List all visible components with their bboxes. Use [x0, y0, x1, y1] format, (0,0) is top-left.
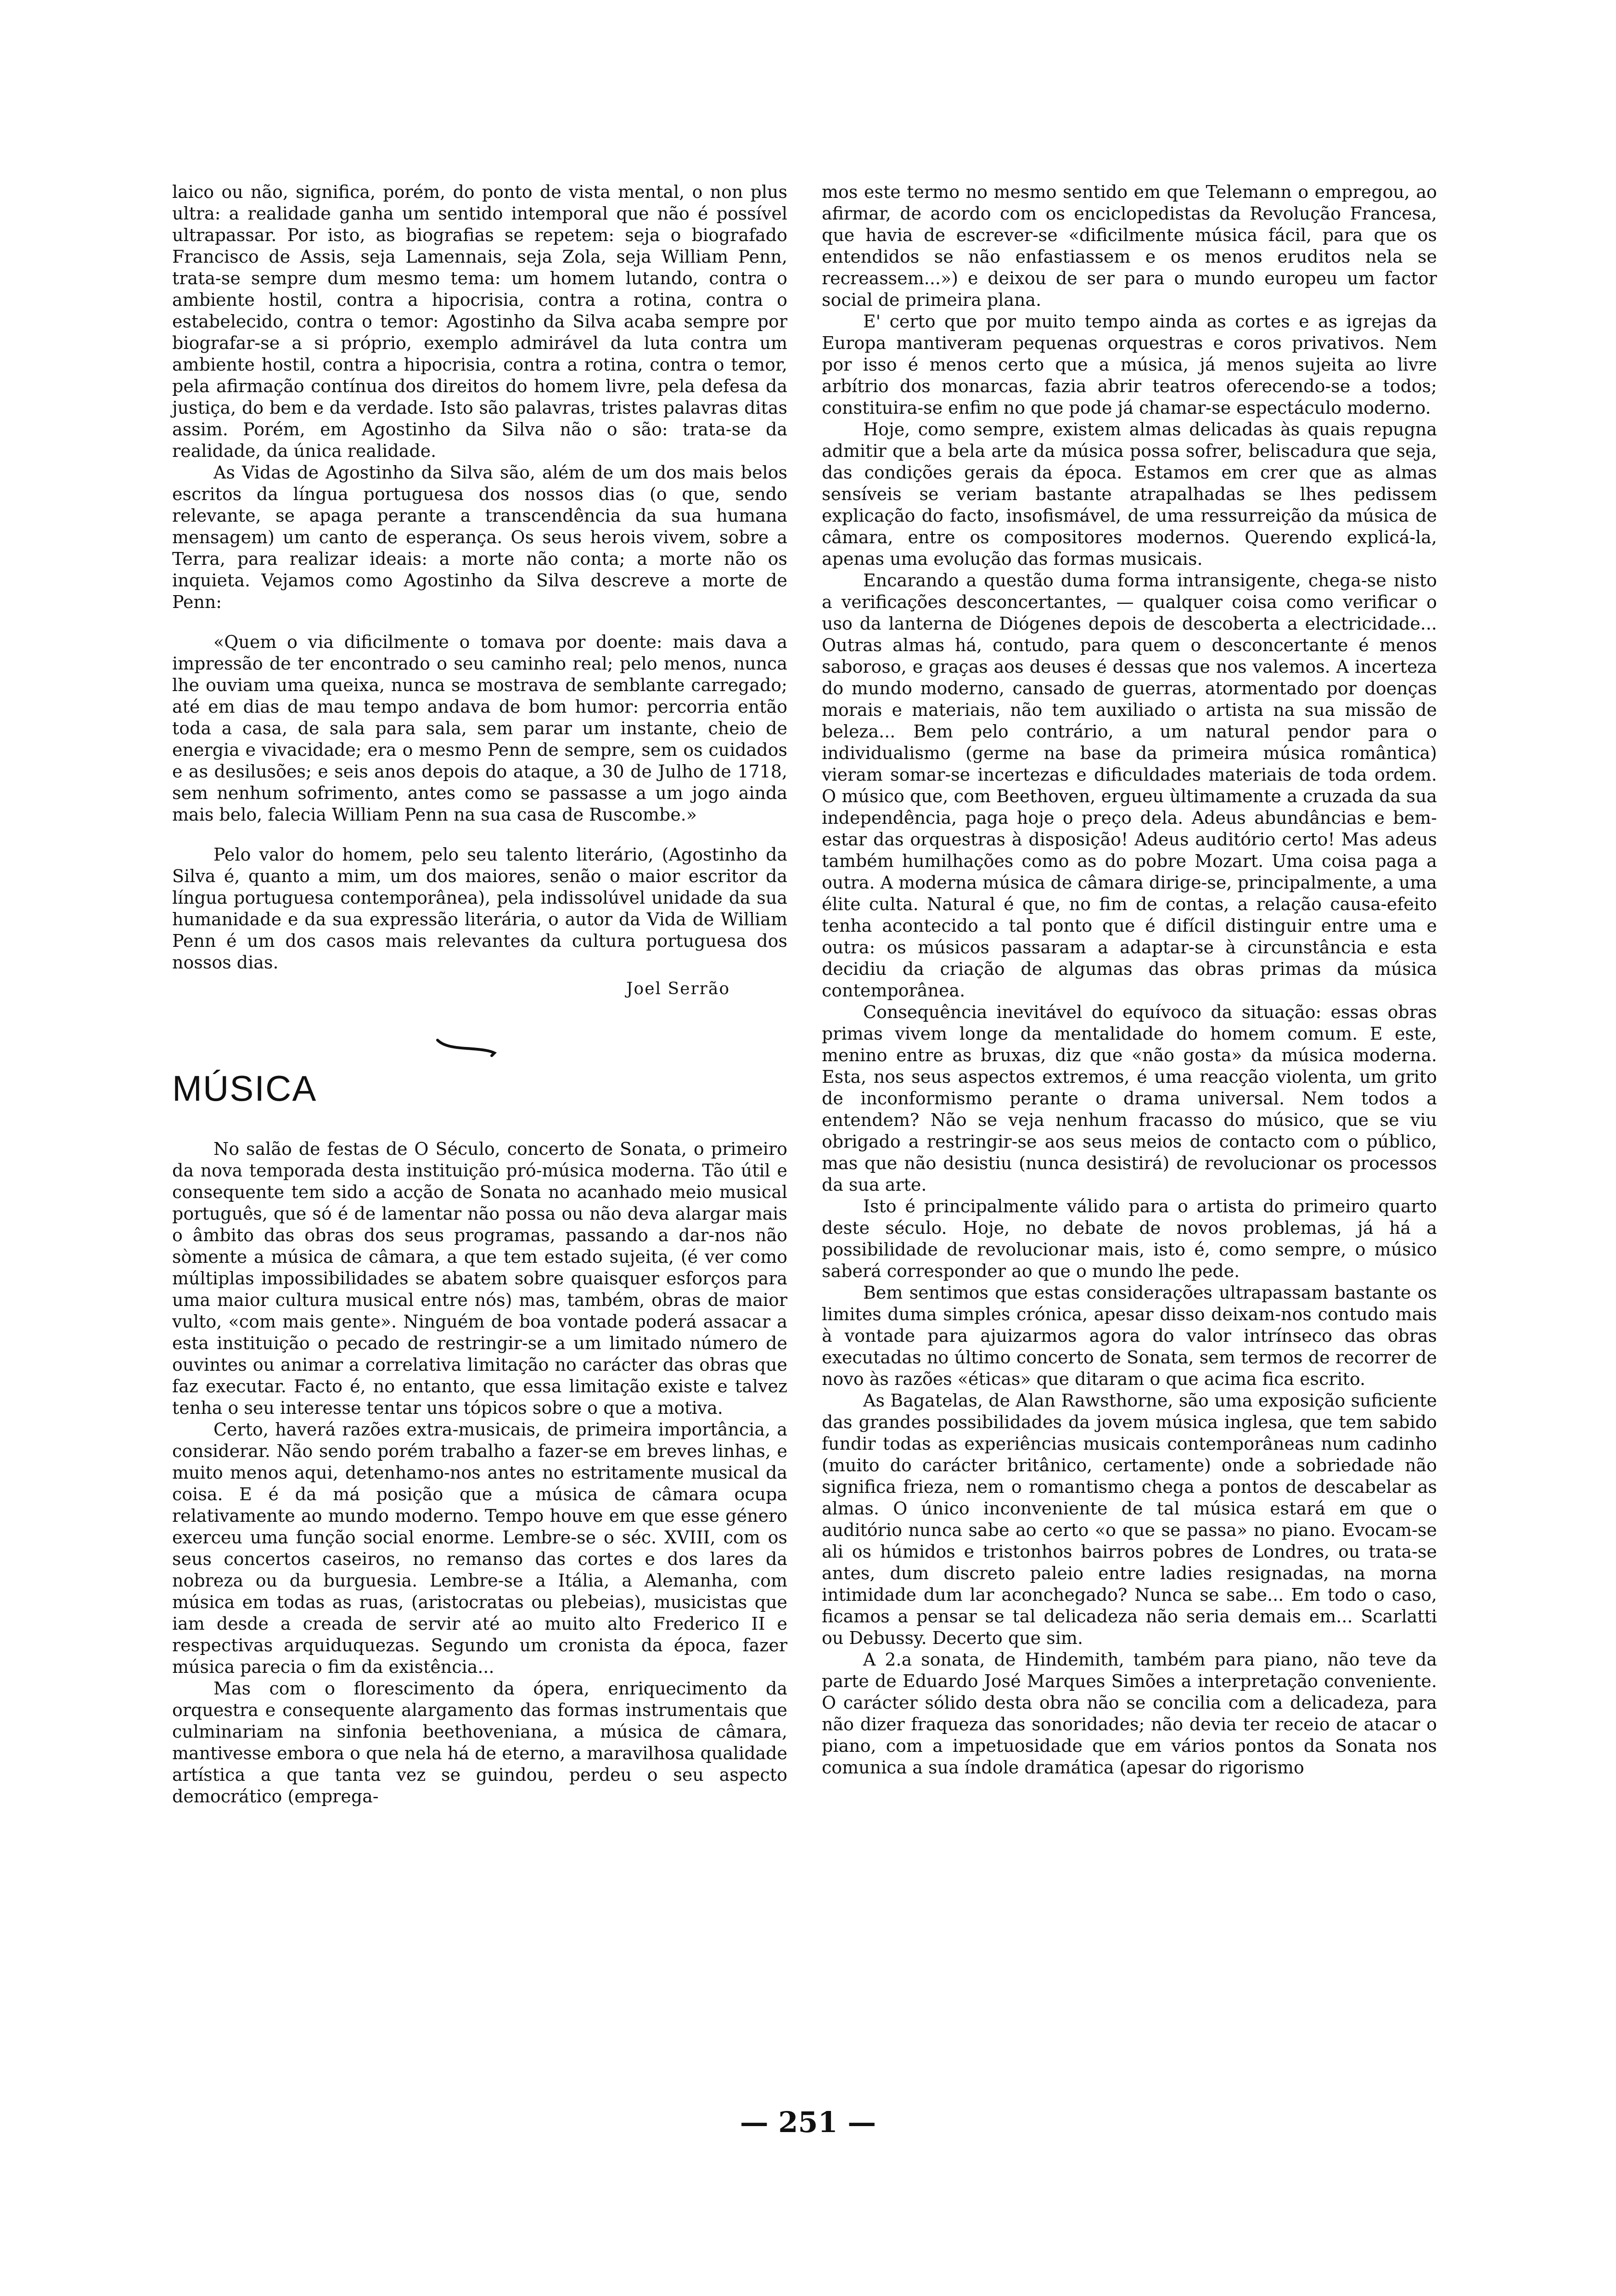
paragraph: Isto é principalmente válido para o artista do primeiro quarto deste século. Hoje, no debate de novos problemas, já há a possibilidade de revolucionar mais, isto é, como sempre, o músico saberá corresponder ao que o mundo lhe pede.: [822, 1196, 1437, 1281]
section-divider-ornament: [434, 1032, 498, 1059]
paragraph: Certo, haverá razões extra-musicais, de primeira importância, a considerar. Não sendo porém trabalho a fazer-se em breves linhas, e muito menos aqui, detenhamo-nos antes no estritamente musical da coisa. E é da má posição que a música de câmara ocupa relativamente ao mundo moderno. Tempo houve em que esse género exerceu uma função social enorme. Lembre-se o séc. XVIII, com os seus concertos caseiros, no remanso das cortes e dos lares da nobreza ou da burguesia. Lembre-se a Itália, a Alemanha, com música em todas as ruas, (aristocratas ou plebeias), musicistas que iam desde a creada de servir até ao muito alto Frederico II e respectivas arquiduquezas. Segundo um cronista da época, fazer música parecia o fim da existência...: [172, 1419, 787, 1677]
paragraph: A 2.a sonata, de Hindemith, também para piano, não teve da parte de Eduardo José Marques Simões a interpretação conveniente. O carácter sólido desta obra não se concilia com a delicadeza, para não dizer fraqueza das sonoridades; não devia ter receio de atacar o piano, com a impetuosidade que em vários pontos da Sonata nos comunica a sua índole dramática (apesar do rigorismo: [822, 1649, 1437, 1778]
paragraph: As Vidas de Agostinho da Silva são, além de um dos mais belos escritos da língua portuguesa dos nossos dias (o que, sendo relevante, se apaga perante a transcendência da sua humana mensagem) um canto de esperança. Os seus herois vivem, sobre a Terra, para realizar ideais: a morte não conta; a morte não os inquieta. Vejamos como Agostinho da Silva descreve a morte de Penn:: [172, 462, 787, 612]
paragraph: Consequência inevitável do equívoco da situação: essas obras primas vivem longe da mentalidade do homem comum. E este, menino entre as bruxas, diz que «não gosta» da música moderna. Esta, nos seus aspectos extremos, é uma reacção violenta, um grito de inconformismo perante o drama universal. Nem todos a entendem? Não se veja nenhum fracasso do músico, que se viu obrigado a restringir-se aos seus meios de contacto com o público, mas que não desistiu (nunca desistirá) de revolucionar os processos da sua arte.: [822, 1002, 1437, 1195]
paragraph: Encarando a questão duma forma intransigente, chega-se nisto a verificações desconcertantes, — qualquer coisa como verificar o uso da lanterna de Diógenes depois de descoberta a electricidade... Outras almas há, contudo, para quem o desconcertante é menos saboroso, e graças aos deuses é dessas que nos valemos. A incerteza do mundo moderno, cansado de guerras, atormentado por doenças morais e materiais, não tem auxiliado o artista na sua missão de beleza... Bem pelo contrário, a um natural pendor para o individualismo (germe na base da primeira música romântica) vieram somar-se incertezas e dificuldades materiais de toda ordem. O músico que, com Beethoven, ergueu ùltimamente a cruzada da sua independência, paga hoje o preço dela. Adeus abundâncias e bem-estar das orquestras à disposição! Adeus auditório certo! Mas adeus também humilhações como as do pobre Mozart. Uma coisa paga a outra. A moderna música de câmara dirige-se, principalmente, a uma élite culta. Natural é que, no fim de contas, a relação causa-efeito tenha acontecido a tal ponto que é difícil distinguir entre uma e outra: os músicos passaram a adaptar-se à circunstância e esta decidiu da criação de algumas das obras primas da música contemporânea.: [822, 570, 1437, 1001]
block-quote: «Quem o via dificilmente o tomava por doente: mais dava a impressão de ter encontrado o seu caminho real; pelo menos, nunca lhe ouviam uma queixa, nunca se mostrava de semblante carregado; até em dias de mau tempo andava de bom humor: percorria então toda a casa, de sala para sala, sem parar um instante, cheio de energia e vivacidade; era o mesmo Penn de sempre, sem os cuidados e as desilusões; e seis anos depois do ataque, a 30 de Julho de 1718, sem nenhum sofrimento, antes como se passasse a um jogo ainda mais belo, falecia William Penn na sua casa de Ruscombe.»: [172, 632, 787, 825]
paragraph: Pelo valor do homem, pelo seu talento literário, (Agostinho da Silva é, quanto a mim, um dos maiores, senão o maior escritor da língua portuguesa contemporânea), pela indissolúvel unidade da sua humanidade e da sua expressão literária, o autor da Vida de William Penn é um dos casos mais relevantes da cultura portuguesa dos nossos dias.: [172, 844, 787, 973]
paragraph: Hoje, como sempre, existem almas delicadas às quais repugna admitir que a bela arte da música possa sofrer, beliscadura que seja, das condições gerais da época. Estamos em crer que as almas sensíveis se veriam bastante atrapalhadas se lhes pedissem explicação do facto, insofismável, de uma ressurreição da música de câmara, entre os compositores modernos. Querendo explicá-la, apenas uma evolução das formas musicais.: [822, 419, 1437, 569]
paragraph: laico ou não, significa, porém, do ponto de vista mental, o non plus ultra: a realidade ganha um sentido intemporal que não é possível ultrapassar. Por isto, as biografias se repetem: seja o biografado Francisco de Assis, seja Lamennais, seja Zola, seja William Penn, trata-se sempre dum mesmo tema: um homem lutando, contra o ambiente hostil, contra a hipocrisia, contra a rotina, contra o estabelecido, contra o temor: Agostinho da Silva acaba sempre por biografar-se a si próprio, exemplo admirável da luta contra um ambiente hostil, contra a hipocrisia, contra a rotina, contra o temor, pela afirmação contínua dos direitos do homem livre, pela defesa da justiça, do bem e da verdade. Isto são palavras, tristes palavras ditas assim. Porém, em Agostinho da Silva não o são: trata-se da realidade, da única realidade.: [172, 182, 787, 461]
paragraph: No salão de festas de O Século, concerto de Sonata, o primeiro da nova temporada desta instituição pró-música moderna. Tão útil e consequente tem sido a acção de Sonata no acanhado meio musical português, que só é de lamentar não possa ou não deva alargar mais o âmbito das obras dos seus programas, passando a dar-nos não sòmente a música de câmara, a que tem estado sujeita, (é ver como múltiplas impossibilidades se abatem sobre quaisquer esforços para uma maior cultura musical entre nós) mas, também, obras de maior vulto, «com mais gente». Ninguém de boa vontade poderá assacar a esta instituição o pecado de restringir-se a um limitado número de ouvintes ou animar a correlativa limitação no carácter das obras que faz executar. Facto é, no entanto, que essa limitação existe e talvez tenha o seu interesse tentar uns tópicos sobre o que a motiva.: [172, 1139, 787, 1418]
page-number: — 251 —: [740, 2105, 876, 2139]
paragraph: E' certo que por muito tempo ainda as cortes e as igrejas da Europa mantiveram pequenas orquestras e coros privativos. Nem por isso é menos certo que a música, já menos sujeita ao livre arbítrio dos monarcas, fazia abrir teatros oferecendo-se a todos; constituira-se enfim no que pode já chamar-se espectáculo moderno.: [822, 311, 1437, 418]
left-column: [172, 181, 787, 1807]
right-column: [822, 181, 1437, 1778]
paragraph: Mas com o florescimento da ópera, enriquecimento da orquestra e consequente alargamento das formas instrumentais que culminariam na sinfonia beethoveniana, a música de câmara, mantivesse embora o que nela há de eterno, a maravilhosa qualidade artística a que tanta vez se guindou, perdeu o seu aspecto democrático (emprega-: [172, 1678, 787, 1806]
section-title: MÚSICA: [172, 1068, 317, 1109]
paragraph: Bem sentimos que estas considerações ultrapassam bastante os limites duma simples crónica, apesar disso deixam-nos contudo mais à vontade para ajuizarmos agora do valor intrínseco das obras executadas no último concerto de Sonata, sem termos de recorrer de novo às razões «éticas» que ditaram o que acima fica escrito.: [822, 1283, 1437, 1389]
author-signature: Joel Serrão: [626, 979, 730, 998]
paragraph: mos este termo no mesmo sentido em que Telemann o empregou, ao afirmar, de acordo com os enciclopedistas da Revolução Francesa, que havia de escrever-se «dificilmente música fácil, para que os entendidos se não enfastiassem e os menos eruditos nela se recreassem...») e deixou de ser para o mundo europeu um factor social de primeira plana.: [822, 182, 1437, 310]
paragraph: As Bagatelas, de Alan Rawsthorne, são uma exposição suficiente das grandes possibilidades da jovem música inglesa, que tem sabido fundir todas as experiências musicais contemporâneas num cadinho (muito do carácter britânico, certamente) onde a sobriedade não significa frieza, nem o romantismo chega a pontos de descabelar as almas. O único inconveniente de tal música estará em que o auditório nunca sabe ao certo «o que se passa» no piano. Evocam-se ali os húmidos e tristonhos bairros pobres de Londres, ou trata-se antes, dum discreto paleio entre ladies resignadas, na morna intimidade dum lar aconchegado? Nunca se sabe... Em todo o caso, ficamos a pensar se tal delicadeza não seria demais em... Scarlatti ou Debussy. Decerto que sim.: [822, 1390, 1437, 1648]
